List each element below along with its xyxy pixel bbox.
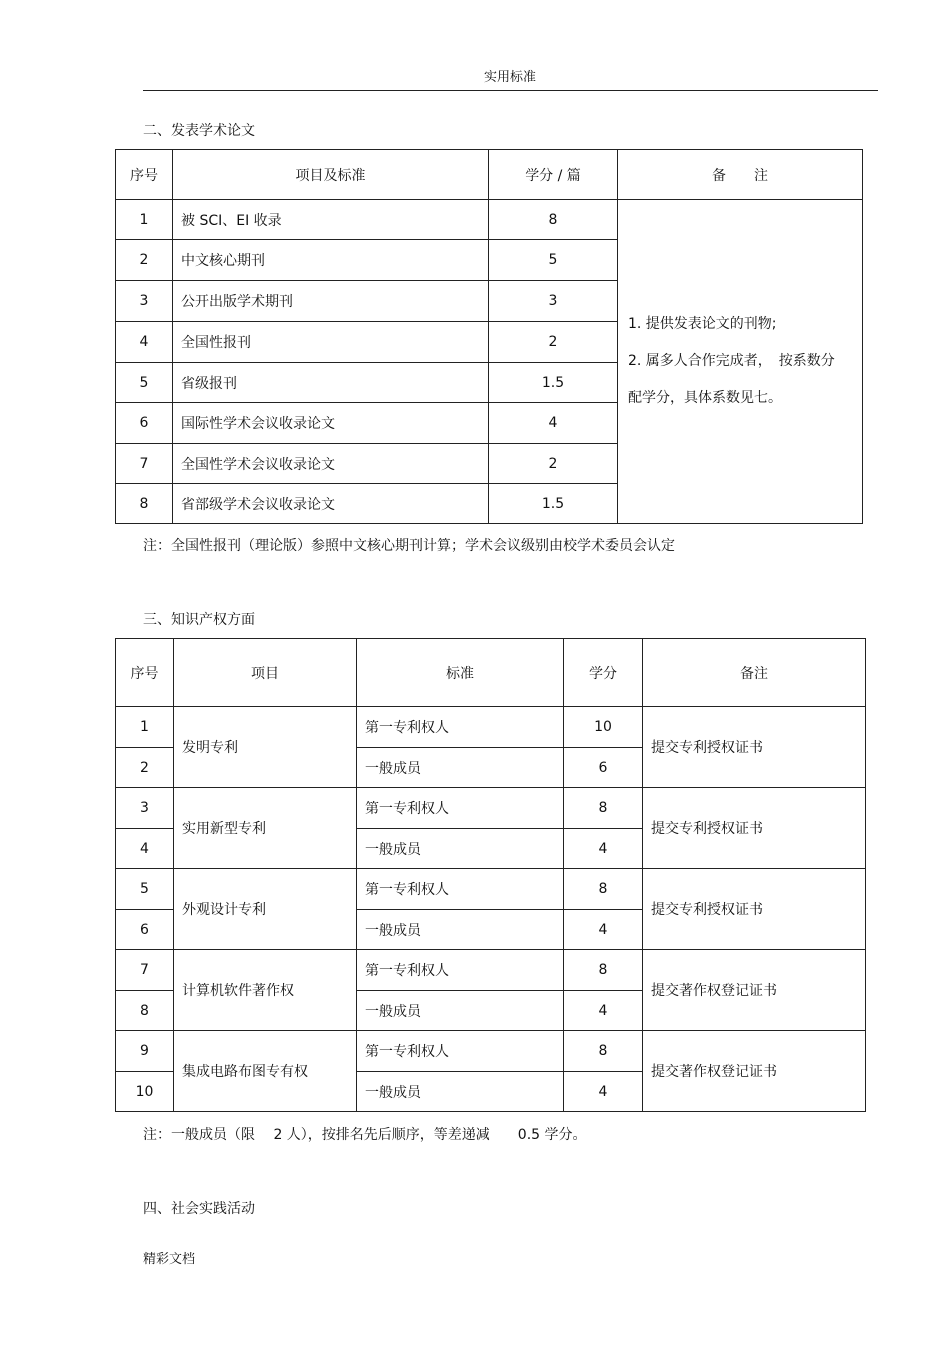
table-row [116, 869, 866, 910]
row-index: 4 [116, 322, 173, 363]
project-cell: 实用新型专利 [174, 788, 357, 869]
row-index: 1 [116, 200, 173, 240]
row-standard: 第一专利权人 [357, 788, 564, 829]
row-credit: 4 [564, 829, 643, 869]
col-header-credit: 学分 / 篇 [489, 150, 618, 200]
remark-cell: 提交专利授权证书 [643, 788, 866, 869]
row-credit: 3 [489, 281, 618, 322]
row-index: 2 [116, 748, 174, 788]
row-credit: 8 [564, 950, 643, 991]
row-index: 3 [116, 281, 173, 322]
row-item: 省部级学术会议收录论文 [173, 484, 489, 524]
section2-title: 二、发表学术论文 [143, 123, 255, 139]
project-cell: 集成电路布图专有权 [174, 1031, 357, 1112]
row-index: 6 [116, 910, 174, 950]
section2-note: 注：全国性报刊（理论版）参照中文核心期刊计算；学术会议级别由校学术委员会认定 [143, 538, 675, 554]
table-header-row [116, 639, 866, 707]
page-footer-text: 精彩文档 [143, 1252, 196, 1267]
row-credit: 4 [564, 991, 643, 1031]
table-row [116, 788, 866, 829]
row-index: 5 [116, 869, 174, 910]
remark-cell: 提交著作权登记证书 [643, 950, 866, 1031]
row-index: 1 [116, 707, 174, 748]
row-credit: 8 [564, 788, 643, 829]
row-standard: 一般成员 [357, 748, 564, 788]
row-standard: 第一专利权人 [357, 869, 564, 910]
remark-cell: 提交著作权登记证书 [643, 1031, 866, 1112]
remark-line: 1. 提供发表论文的刊物; [628, 316, 777, 332]
row-credit: 4 [564, 910, 643, 950]
row-credit: 8 [489, 200, 618, 240]
remark-cell: 提交专利授权证书 [643, 707, 866, 788]
col-header-remark: 备 注 [618, 150, 863, 200]
row-credit: 10 [564, 707, 643, 748]
row-credit: 2 [489, 322, 618, 363]
remark-cell [618, 200, 863, 524]
header-rule [143, 90, 878, 91]
row-standard: 第一专利权人 [357, 950, 564, 991]
row-standard: 一般成员 [357, 910, 564, 950]
row-index: 7 [116, 950, 174, 991]
project-cell: 外观设计专利 [174, 869, 357, 950]
row-item: 公开出版学术期刊 [173, 281, 489, 322]
row-credit: 8 [564, 1031, 643, 1072]
row-credit: 4 [489, 403, 618, 444]
row-index: 5 [116, 363, 173, 403]
row-credit: 5 [489, 240, 618, 281]
paper-credit-table [115, 149, 863, 524]
col-header-index: 序号 [116, 150, 173, 200]
row-standard: 一般成员 [357, 1072, 564, 1112]
col-header-index: 序号 [116, 639, 174, 707]
row-index: 8 [116, 991, 174, 1031]
row-item: 省级报刊 [173, 363, 489, 403]
row-credit: 6 [564, 748, 643, 788]
remark-cell: 提交专利授权证书 [643, 869, 866, 950]
row-index: 3 [116, 788, 174, 829]
table-header-row [116, 150, 863, 200]
row-item: 全国性报刊 [173, 322, 489, 363]
row-credit: 4 [564, 1072, 643, 1112]
row-credit: 8 [564, 869, 643, 910]
row-credit: 2 [489, 444, 618, 484]
table-row [116, 707, 866, 748]
col-header-credit: 学分 [564, 639, 643, 707]
col-header-standard: 标准 [357, 639, 564, 707]
row-item: 中文核心期刊 [173, 240, 489, 281]
row-standard: 一般成员 [357, 991, 564, 1031]
row-index: 7 [116, 444, 173, 484]
col-header-remark: 备注 [643, 639, 866, 707]
row-item: 国际性学术会议收录论文 [173, 403, 489, 444]
row-index: 8 [116, 484, 173, 524]
section4-title: 四、社会实践活动 [143, 1201, 255, 1217]
ip-credit-table [115, 638, 866, 1112]
row-standard: 第一专利权人 [357, 1031, 564, 1072]
row-index: 9 [116, 1031, 174, 1072]
section3-note: 注：一般成员（限 2 人），按排名先后顺序，等差递减 0.5 学分。 [143, 1127, 587, 1143]
row-standard: 第一专利权人 [357, 707, 564, 748]
row-credit: 1.5 [489, 363, 618, 403]
row-index: 10 [116, 1072, 174, 1112]
row-credit: 1.5 [489, 484, 618, 524]
remark-line: 配学分，具体系数见七。 [628, 390, 782, 406]
section3-title: 三、知识产权方面 [143, 612, 255, 628]
project-cell: 计算机软件著作权 [174, 950, 357, 1031]
page-header-title: 实用标准 [483, 70, 536, 85]
row-item: 全国性学术会议收录论文 [173, 444, 489, 484]
row-standard: 一般成员 [357, 829, 564, 869]
col-header-item: 项目及标准 [173, 150, 489, 200]
row-index: 2 [116, 240, 173, 281]
col-header-project: 项目 [174, 639, 357, 707]
project-cell: 发明专利 [174, 707, 357, 788]
row-index: 4 [116, 829, 174, 869]
remark-line: 2. 属多人合作完成者， 按系数分 [628, 353, 835, 369]
table-row [116, 950, 866, 991]
table-row [116, 200, 863, 240]
row-item: 被 SCI、EI 收录 [173, 200, 489, 240]
row-index: 6 [116, 403, 173, 444]
table-row [116, 1031, 866, 1072]
